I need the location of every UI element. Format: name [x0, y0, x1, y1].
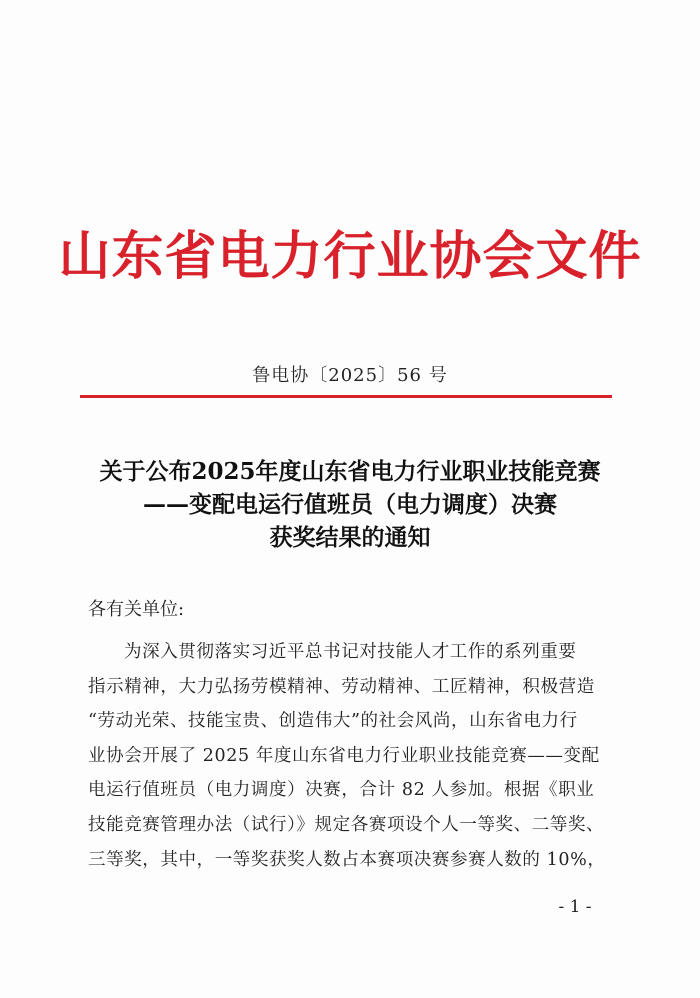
- body-line: 三等奖，其中，一等奖获奖人数占本赛项决赛参赛人数的 10%，: [88, 849, 606, 870]
- body-line: 技能竞赛管理办法（试行）》规定各赛项设个人一等奖、二等奖、: [88, 814, 605, 835]
- notice-title: [0, 455, 700, 554]
- body-line: 电运行值班员（电力调度）决赛，合计 82 人参加。根据《职业: [88, 780, 595, 801]
- notice-title-line: ——变配电运行值班员（电力调度）决赛: [143, 491, 557, 518]
- organization-header-title: 山东省电力行业协会文件: [58, 226, 642, 287]
- salutation: 各有关单位:: [88, 599, 185, 620]
- notice-title-line: 获奖结果的通知: [269, 524, 431, 551]
- body-paragraph: [88, 635, 628, 877]
- page-number: - 1 -: [558, 897, 592, 917]
- notice-title-line: 关于公布2025年度山东省电力行业职业技能竞赛: [99, 458, 601, 485]
- body-line: “劳动光荣、技能宝贵、创造伟大”的社会风尚，山东省电力行: [88, 711, 578, 732]
- body-line: 为深入贯彻落实习近平总书记对技能人才工作的系列重要: [124, 642, 577, 662]
- body-line: 业协会开展了 2025 年度山东省电力行业职业技能竞赛——变配: [88, 745, 600, 766]
- body-line: 指示精神，大力弘扬劳模精神、劳动精神、工匠精神，积极营造: [88, 676, 595, 697]
- red-separator-line: [80, 395, 612, 398]
- document-number: 鲁电协〔2025〕56 号: [252, 365, 448, 386]
